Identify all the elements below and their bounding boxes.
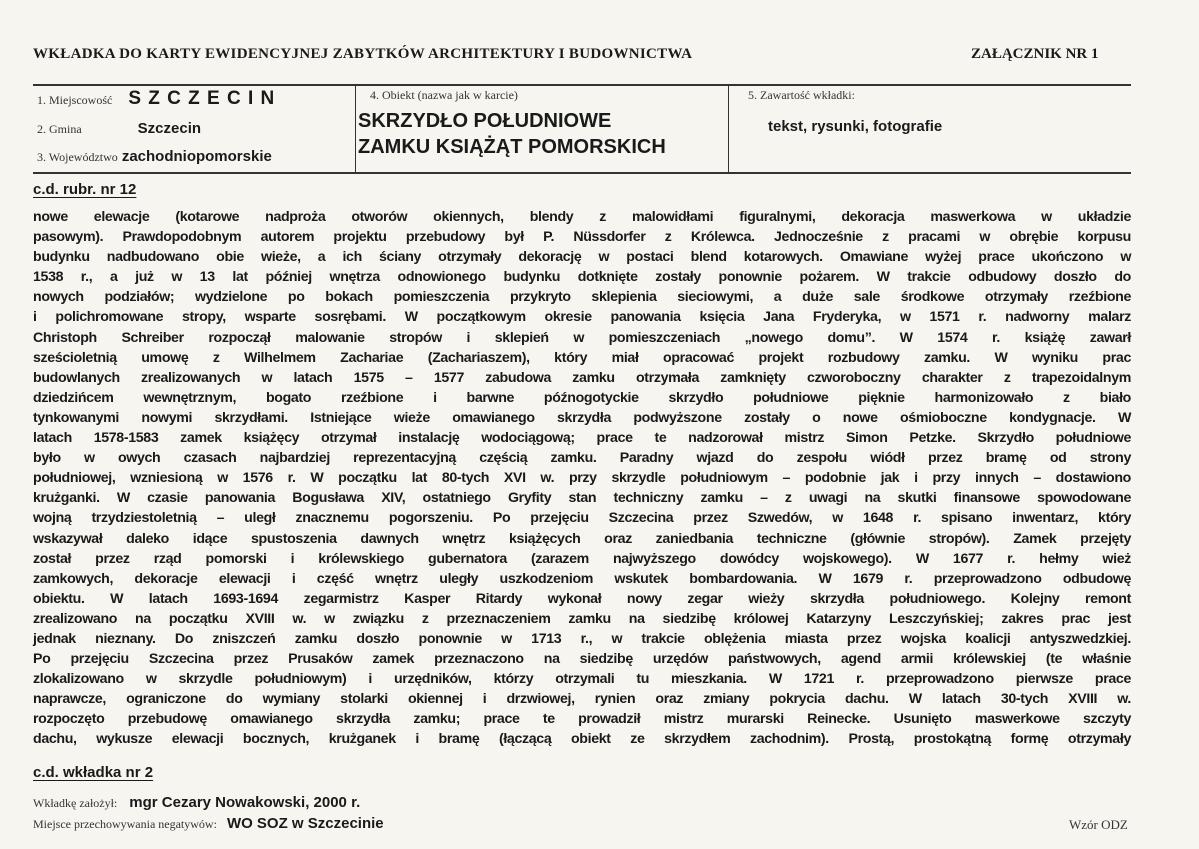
body-text-line: został przez rząd pomorski i królewskiego gubernatora (zarazem najwyższego dowódcy wojskowego). W 1677 r. hełmy wież bbox=[33, 550, 1131, 567]
field-voivodeship bbox=[37, 148, 272, 166]
body-text-line: jednak nieznany. Do zniszczeń zamku doszło ponownie w 1713 r., w trakcie oblężenia miasta przez wojska koalicji antyszwedzkiej. bbox=[33, 630, 1131, 647]
contents-value: tekst, rysunki, fotografie bbox=[768, 118, 943, 135]
body-text-line: wskazywał daleko idące spustoszenia dawnych wnętrz książęcych oraz zaniedbania techniczne (głównie stropów). Zamek przejęty bbox=[33, 530, 1131, 547]
body-text-line: budynku nadbudowano obie wieże, a ich ściany otrzymały dekorację w postaci blend kotarowych. Omawiane wyżej prace ukończono w bbox=[33, 249, 1131, 266]
body-text-line: i polichromowane stropy, wsparte sosrębami. W początkowym okresie panowania księcia Jana Fryderyka, w 1571 r. nadworny malarz bbox=[33, 309, 1131, 326]
object-name bbox=[358, 108, 666, 160]
template-mark: Wzór ODZ bbox=[1069, 817, 1128, 832]
body-text-line: rozpoczęto przebudowę omawianego skrzydła zamku; prace te prowadził mistrz murarski Reinecke. Usunięto maswerkowe szczyty bbox=[33, 711, 1131, 728]
body-text-line: budowlanych zrealizowanych w latach 1575 – 1577 zabudowa zamku otrzymała zamknięty czworoboczny charakter z trapezoidalnym bbox=[33, 369, 1131, 386]
storage-label: Miejsce przechowywania negatywów: bbox=[33, 817, 217, 831]
storage-value: WO SOZ w Szczecinie bbox=[226, 815, 384, 832]
body-text-line: wojną trzydziestoletnią – uległ znacznemu pogorszeniu. Po przejęciu Szczecina przez Szwedów, w 1648 r. spisano inwentarz, który bbox=[33, 510, 1131, 527]
body-text-line: zrealizowano na początku XVIII w. w związku z przeznaczeniem zamku na siedzibę królowej Katarzyny Leszczyńskiej; zakres prac jest bbox=[33, 610, 1131, 627]
body-text-line: dachu, wykusze elewacji bocznych, krużganek i bramę (łączącą obiekt ze skrzydłem zachodnim). Prostą, prostokątną formę otrzymały bbox=[33, 731, 1131, 748]
body-text-line: zlokalizowano w skrzydle południowym) i urzędników, którzy otrzymali tu mieszkania. W 1721 r. przeprowadzono pierwsze prace bbox=[33, 671, 1131, 688]
body-text-line: dziedzińcem wewnętrznym, bogato rzeźbione i barwne późnogotyckie skrzydło południowe pięknie harmonizowało z biało bbox=[33, 389, 1131, 406]
column-divider bbox=[728, 86, 729, 172]
body-text-line: zamkowych, dekoracje elewacji i część wnętrz uległy uszkodzeniom wskutek bombardowania. W 1679 r. przeprowadzono odbudowę bbox=[33, 570, 1131, 587]
body-text-line: obiektu. W latach 1693-1694 zegarmistrz Kasper Ritardy wykonał nowy zegar wieży skrzydła południowego. Kolejny remont bbox=[33, 590, 1131, 607]
body-text-line: latach 1578-1583 zamek książęcy otrzymał instalację wodociągową; prace te nadzorował mistrz Simon Petzke. Skrzydło południowe bbox=[33, 430, 1131, 447]
field-commune bbox=[37, 120, 201, 138]
contents-label: 5. Zawartość wkładki: bbox=[748, 88, 855, 102]
continuation-note: c.d. wkładka nr 2 bbox=[33, 764, 154, 781]
body-text-line: krużganki. W czasie panowania Bogusława XIV, ostatniego Gryfity stan techniczny zamku – z uwagi na skutki finansowe spowodowane bbox=[33, 490, 1131, 507]
body-text bbox=[33, 207, 1131, 750]
annex-number: ZAŁĄCZNIK NR 1 bbox=[971, 46, 1099, 62]
locality-label: 1. Miejscowość bbox=[37, 93, 113, 107]
body-text-line: sześcioletnią umowę z Wilhelmem Zachariae (Zachariaszem), który miał opracować projekt rozbudowy zamku. W wyniku prac bbox=[33, 349, 1131, 366]
commune-label: 2. Gmina bbox=[37, 122, 82, 136]
column-divider bbox=[355, 86, 356, 172]
body-text-line: było w owych czasach najbardziej reprezentacyjną częścią zamku. Paradny wjazd do zespołu wiódł przez bramę od strony bbox=[33, 450, 1131, 467]
locality-value: S Z C Z E C I N bbox=[128, 88, 276, 109]
body-text-line: południowej, wzniesioną w 1576 r. W początku lat 80-tych XVI w. przy skrzydle południowym – podobnie jak i przy innych – dostawiono bbox=[33, 470, 1131, 487]
body-text-line: nowych podziałów; wydzielone po bokach pomieszczenia przykryto sklepienia sieciowymi, a duże sale środkowe otrzymały rzeźbione bbox=[33, 289, 1131, 306]
author-value: mgr Cezary Nowakowski, 2000 r. bbox=[129, 794, 361, 811]
table-bottom-rule bbox=[33, 172, 1131, 174]
body-text-line: naprawcze, ograniczone do wymiany stolarki okiennej i drzwiowej, rynien oraz zmiany pokrycia dachu. W latach 30-tych XVIII w. bbox=[33, 691, 1131, 708]
author-label: Wkładkę założył: bbox=[33, 796, 118, 810]
body-text-line: Christoph Schreiber rozpoczął malowanie stropów i sklepień w pomieszczeniach „nowego domu”. W 1574 r. książę zawarł bbox=[33, 329, 1131, 346]
voivodeship-label: 3. Województwo bbox=[37, 150, 118, 164]
object-name-line: ZAMKU KSIĄŻĄT POMORSKICH bbox=[358, 136, 666, 158]
field-locality bbox=[37, 88, 275, 110]
commune-value: Szczecin bbox=[137, 120, 202, 137]
table-top-rule bbox=[33, 84, 1131, 86]
body-text-line: pasowym). Prawdopodobnym autorem projektu przebudowy był P. Nüssdorfer z Królewca. Jednocześnie z pracami w obrębie korpusu bbox=[33, 229, 1131, 246]
object-name-line: SKRZYDŁO POŁUDNIOWE bbox=[358, 110, 612, 132]
body-text-line: Po przejęciu Szczecina przez Prusaków zamek przeznaczono na siedzibę urzędów państwowych, agend armii królewskiej (te właśnie bbox=[33, 651, 1131, 668]
body-text-line: nowe elewacje (kotarowe nadproża otworów okiennych, blendy z malowidłami figuralnymi, dekoracja maswerkowa w układzie bbox=[33, 209, 1131, 225]
document-title: WKŁADKA DO KARTY EWIDENCYJNEJ ZABYTKÓW ARCHITEKTURY I BUDOWNICTWA bbox=[33, 46, 693, 62]
voivodeship-value: zachodniopomorskie bbox=[121, 148, 272, 165]
section-heading: c.d. rubr. nr 12 bbox=[33, 181, 137, 198]
body-text-line: tynkowanymi nowymi skrzydłami. Istniejące wieże omawianego skrzydła podwyższone zostały o nowe ośmioboczne kondygnacje. W bbox=[33, 409, 1131, 426]
body-text-line: 1538 r., a już w 13 lat później wnętrza odnowionego budynku dotknięte zostały ponownie pożarem. W trakcie odbudowy doszło do bbox=[33, 269, 1131, 286]
object-label: 4. Obiekt (nazwa jak w karcie) bbox=[370, 88, 518, 102]
footer-author bbox=[33, 794, 360, 812]
footer-storage bbox=[33, 815, 384, 833]
